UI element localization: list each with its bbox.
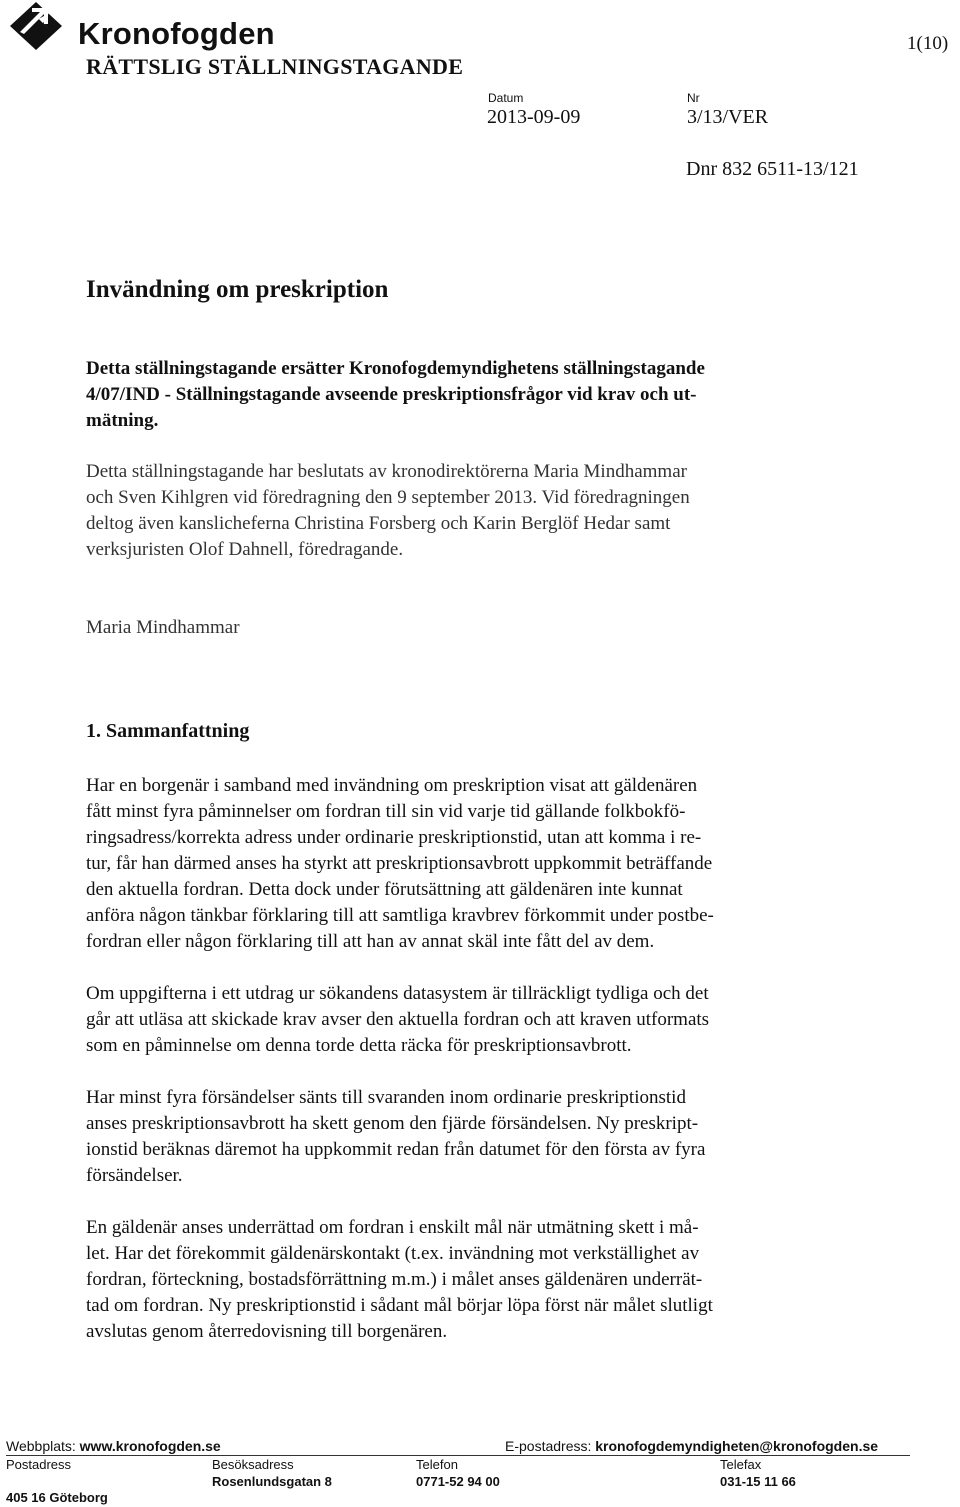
fax-label: Telefax: [720, 1457, 762, 1472]
paragraph-line: avslutas genom återredovisning till borgenären.: [86, 1321, 448, 1342]
decision-line: verksjuristen Olof Dahnell, föredragande.: [86, 539, 404, 560]
fax-value: 031-15 11 66: [720, 1474, 796, 1489]
paragraph-line: fordran, förteckning, bostadsförrättning m.m.) i målet anses gäldenären underrät-: [86, 1269, 703, 1290]
notice-line: Detta ställningstagande ersätter Kronofogdemyndighetens ställningstagande: [86, 358, 705, 379]
notice-line: 4/07/IND - Ställningstagande avseende preskriptionsfrågor vid krav och ut-: [86, 384, 697, 405]
summary-paragraph-3: [86, 1085, 846, 1189]
org-name: Kronofogden: [78, 16, 275, 51]
visiting-address-value: Rosenlundsgatan 8: [212, 1474, 332, 1489]
paragraph-line: försändelser.: [86, 1165, 183, 1186]
diamond-arrow-icon: [6, 0, 70, 52]
paragraph-line: den aktuella fordran. Detta dock under förutsättning att gäldenären inte kunnat: [86, 879, 683, 900]
postal-address-label: Postadress: [6, 1457, 72, 1472]
document-type: RÄTTSLIG STÄLLNINGSTAGANDE: [86, 54, 464, 79]
paragraph-line: går att utläsa att skickade krav avser den aktuella fordran och att kraven utformats: [86, 1009, 710, 1030]
paragraph-line: tur, får han därmed anses ha styrkt att preskriptionsavbrott uppkommit beträffande: [86, 853, 713, 874]
paragraph-line: tad om fordran. Ny preskriptionstid i sådant mål börjar löpa först när målet slutligt: [86, 1295, 713, 1316]
diary-number: Dnr 832 6511-13/121: [686, 158, 859, 180]
section-heading-summary: 1. Sammanfattning: [86, 720, 250, 742]
email-label: E-postadress:: [505, 1438, 592, 1454]
date-value: 2013-09-09: [487, 106, 581, 128]
visiting-address-label: Besöksadress: [212, 1457, 294, 1472]
email-link[interactable]: kronofogdemyndigheten@kronofogden.se: [595, 1438, 879, 1454]
phone-value: 0771-52 94 00: [416, 1474, 500, 1489]
decision-line: och Sven Kihlgren vid föredragning den 9 september 2013. Vid föredragningen: [86, 487, 690, 508]
paragraph-line: som en påminnelse om denna torde detta räcka för preskriptionsavbrott.: [86, 1035, 632, 1056]
summary-paragraph-4: [86, 1215, 846, 1345]
notice-line: mätning.: [86, 410, 159, 431]
paragraph-line: Har minst fyra försändelser sänts till svaranden inom ordinarie preskriptionstid: [86, 1087, 686, 1108]
replacement-notice: [86, 356, 846, 434]
decision-line: deltog även kanslicheferna Christina Forsberg och Karin Berglöf Hedar samt: [86, 513, 671, 534]
page-number: 1(10): [907, 33, 949, 54]
signer-name: Maria Mindhammar: [86, 617, 240, 638]
postal-address-value: 405 16 Göteborg: [6, 1490, 108, 1505]
footer-website: [6, 1438, 221, 1454]
paragraph-line: anses preskriptionsavbrott ha skett genom den fjärde försändelsen. Ny preskript-: [86, 1113, 699, 1134]
paragraph-line: anföra någon tänkbar förklaring till att samtliga kravbrev förkommit under postbe-: [86, 905, 714, 926]
decision-line: Detta ställningstagande har beslutats av kronodirektörerna Maria Mindhammar: [86, 461, 687, 482]
phone-label: Telefon: [416, 1457, 458, 1472]
paragraph-line: fått minst fyra påminnelser om fordran till sin vid varje tid gällande folkbokfö-: [86, 801, 686, 822]
date-label: Datum: [488, 91, 524, 105]
website-label: Webbplats:: [6, 1438, 76, 1454]
paragraph-line: Har en borgenär i samband med invändning om preskription visat att gäldenären: [86, 775, 698, 796]
paragraph-line: fordran eller någon förklaring till att han av annat skäl inte fått del av dem.: [86, 931, 655, 952]
summary-paragraph-2: [86, 981, 846, 1059]
paragraph-line: En gäldenär anses underrättad om fordran i enskilt mål när utmätning skett i må-: [86, 1217, 699, 1238]
kronofogden-logo-icon: [6, 0, 70, 57]
footer-divider: [6, 1455, 910, 1456]
paragraph-line: Om uppgifterna i ett utdrag ur sökandens datasystem är tillräckligt tydliga och det: [86, 983, 709, 1004]
paragraph-line: ionstid beräknas däremot ha uppkommit redan från datumet för den första av fyra: [86, 1139, 706, 1160]
nr-value: 3/13/VER: [687, 106, 769, 128]
nr-label: Nr: [687, 91, 700, 105]
paragraph-line: ringsadress/korrekta adress under ordinarie preskriptionstid, utan att komma i re-: [86, 827, 702, 848]
paragraph-line: let. Har det förekommit gäldenärskontakt (t.ex. invändning mot verkställighet av: [86, 1243, 700, 1264]
footer-email: [505, 1438, 878, 1454]
document-title: Invändning om preskription: [86, 276, 389, 303]
summary-paragraph-1: [86, 773, 846, 955]
decision-paragraph: [86, 459, 846, 563]
website-link[interactable]: www.kronofogden.se: [79, 1438, 221, 1454]
